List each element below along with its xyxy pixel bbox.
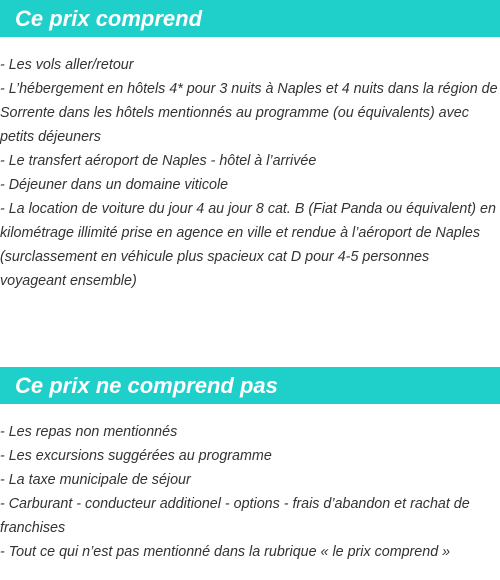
included-section-title: Ce prix comprend [15, 6, 203, 31]
list-item: - Les vols aller/retour [0, 57, 134, 73]
included-list [0, 53, 500, 293]
excluded-section-title: Ce prix ne comprend pas [15, 373, 278, 398]
excluded-list [0, 420, 500, 564]
list-item: - Les repas non mentionnés [0, 424, 178, 440]
list-item: - Le transfert aéroport de Naples - hôtel à l’arrivée [0, 153, 317, 169]
list-item: - La location de voiture du jour 4 au jour 8 cat. B (Fiat Panda ou équivalent) en kilométrage illimité prise en agence en ville et rendue à l’aéroport de Naples (surclassement en véhicule plus spacieux cat D pour 4-5 personnes voyageant ensemble) [0, 201, 496, 289]
list-item: - Les excursions suggérées au programme [0, 448, 272, 464]
list-item: - L’hébergement en hôtels 4* pour 3 nuits à Naples et 4 nuits dans la région de Sorrente dans les hôtels mentionnés au programme (ou équivalents) avec petits déjeuners [0, 81, 498, 145]
list-item: - La taxe municipale de séjour [0, 472, 191, 488]
list-item: - Déjeuner dans un domaine viticole [0, 177, 229, 193]
list-item: - Tout ce qui n’est pas mentionné dans la rubrique « le prix comprend » [0, 544, 451, 560]
excluded-section-header [0, 367, 500, 404]
list-item: - Carburant - conducteur additionel - options - frais d’abandon et rachat de franchises [0, 496, 470, 536]
included-section-header [0, 0, 500, 37]
